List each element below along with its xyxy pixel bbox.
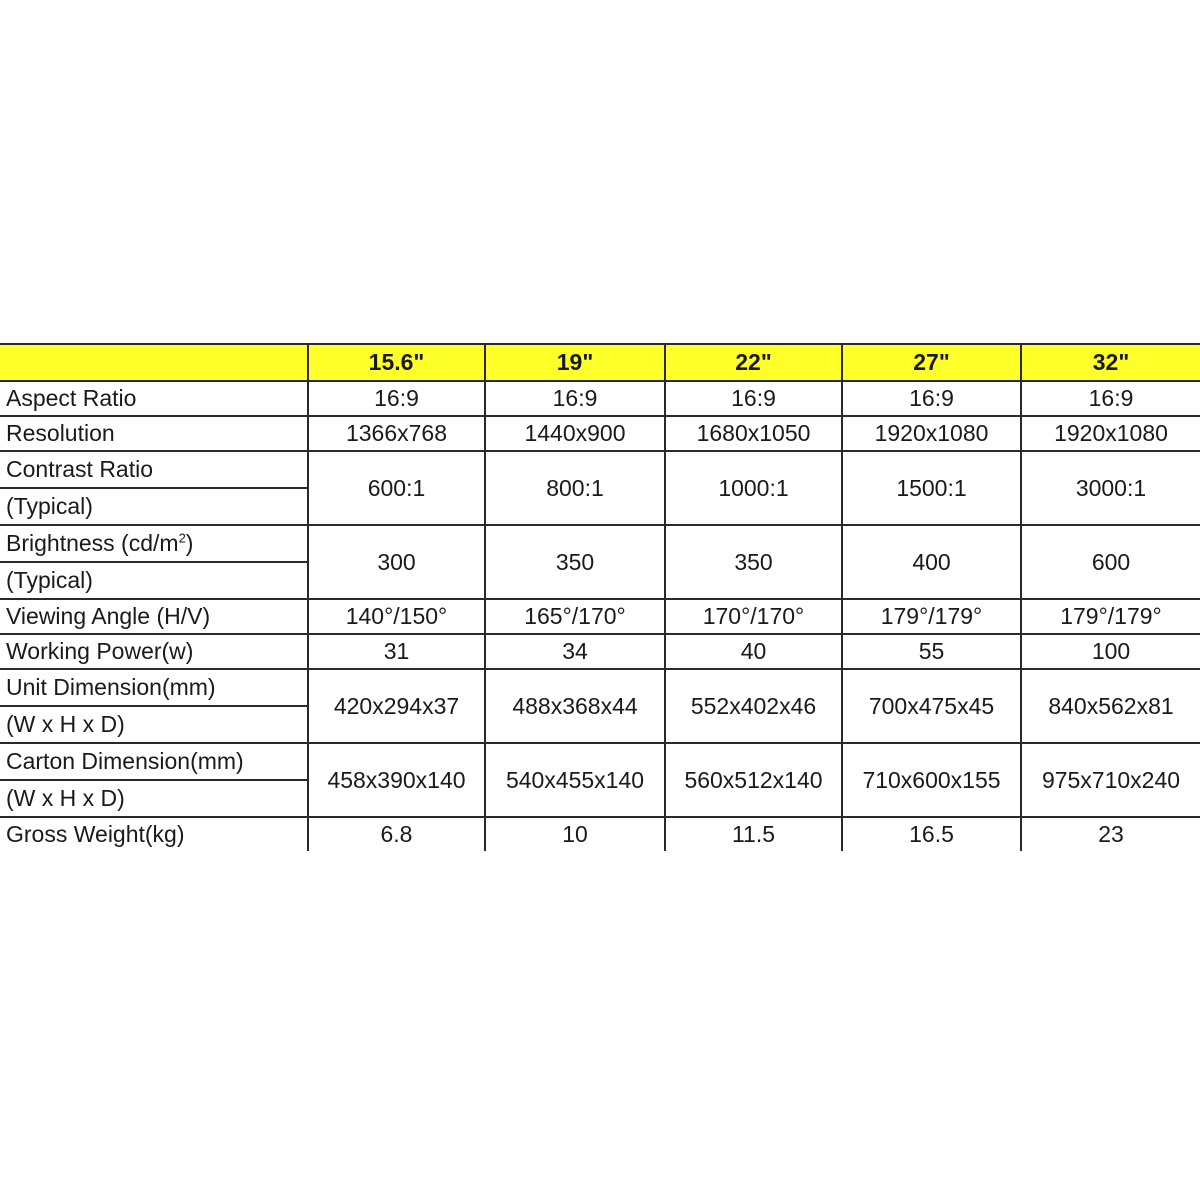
table-cell: 1920x1080 <box>1021 416 1200 451</box>
table-cell: 55 <box>842 634 1021 669</box>
row-label: Viewing Angle (H/V) <box>0 599 308 634</box>
table-cell: 975x710x240 <box>1021 743 1200 817</box>
table-cell: 488x368x44 <box>485 669 665 743</box>
table-cell: 23 <box>1021 817 1200 851</box>
row-label-line: Carton Dimension(mm) <box>0 744 308 781</box>
row-label-line: (W x H x D) <box>6 785 125 811</box>
unit-superscript: 2 <box>178 530 186 546</box>
row-label <box>0 669 308 743</box>
row-label: Aspect Ratio <box>0 381 308 416</box>
table-cell: 40 <box>665 634 842 669</box>
row-label-line: (W x H x D) <box>6 711 125 737</box>
row-label-line <box>0 526 308 563</box>
table-cell: 3000:1 <box>1021 451 1200 525</box>
table-cell: 540x455x140 <box>485 743 665 817</box>
table-cell: 165°/170° <box>485 599 665 634</box>
row-label-line: (Typical) <box>6 567 93 593</box>
row-label: Working Power(w) <box>0 634 308 669</box>
table-cell: 400 <box>842 525 1021 599</box>
table-cell: 1500:1 <box>842 451 1021 525</box>
table-cell: 6.8 <box>308 817 485 851</box>
row-label <box>0 743 308 817</box>
size-header-cell: 27" <box>842 344 1021 381</box>
table-cell: 300 <box>308 525 485 599</box>
monitor-spec-table <box>0 343 1200 851</box>
size-header-cell: 22" <box>665 344 842 381</box>
table-cell: 1366x768 <box>308 416 485 451</box>
table-cell: 34 <box>485 634 665 669</box>
table-cell: 170°/170° <box>665 599 842 634</box>
table-cell: 840x562x81 <box>1021 669 1200 743</box>
row-label-line: Unit Dimension(mm) <box>0 670 308 707</box>
table-row-resolution <box>0 416 1200 451</box>
table-cell: 552x402x46 <box>665 669 842 743</box>
table-cell: 1680x1050 <box>665 416 842 451</box>
table-cell: 16:9 <box>842 381 1021 416</box>
row-label-text: ) <box>185 530 194 556</box>
size-header-row <box>0 344 1200 381</box>
header-corner-cell <box>0 344 308 381</box>
table-cell: 600:1 <box>308 451 485 525</box>
table-cell: 420x294x37 <box>308 669 485 743</box>
table-cell: 350 <box>665 525 842 599</box>
row-label <box>0 525 308 599</box>
table-cell: 1920x1080 <box>842 416 1021 451</box>
row-label: Gross Weight(kg) <box>0 817 308 851</box>
table-cell: 1440x900 <box>485 416 665 451</box>
table-cell: 16.5 <box>842 817 1021 851</box>
table-row-viewing-angle <box>0 599 1200 634</box>
size-header-cell: 19" <box>485 344 665 381</box>
table-cell: 16:9 <box>665 381 842 416</box>
table-cell: 140°/150° <box>308 599 485 634</box>
table-cell: 600 <box>1021 525 1200 599</box>
table-row-brightness <box>0 525 1200 599</box>
table-cell: 16:9 <box>1021 381 1200 416</box>
table-cell: 560x512x140 <box>665 743 842 817</box>
table-cell: 16:9 <box>308 381 485 416</box>
row-label <box>0 451 308 525</box>
table-row-contrast-ratio <box>0 451 1200 525</box>
table-row-gross-weight <box>0 817 1200 851</box>
table-cell: 31 <box>308 634 485 669</box>
table-row-working-power <box>0 634 1200 669</box>
table-cell: 458x390x140 <box>308 743 485 817</box>
table-cell: 10 <box>485 817 665 851</box>
table-cell: 1000:1 <box>665 451 842 525</box>
row-label: Resolution <box>0 416 308 451</box>
table-cell: 179°/179° <box>842 599 1021 634</box>
table-cell: 11.5 <box>665 817 842 851</box>
row-label-text: Brightness (cd/m <box>6 530 179 556</box>
row-label-line: (Typical) <box>6 493 93 519</box>
table-cell: 350 <box>485 525 665 599</box>
table-cell: 710x600x155 <box>842 743 1021 817</box>
table-cell: 179°/179° <box>1021 599 1200 634</box>
row-label-line: Contrast Ratio <box>0 452 308 489</box>
table-cell: 16:9 <box>485 381 665 416</box>
table-cell: 800:1 <box>485 451 665 525</box>
table-cell: 100 <box>1021 634 1200 669</box>
table-row-unit-dimension <box>0 669 1200 743</box>
size-header-cell: 32" <box>1021 344 1200 381</box>
table-row-aspect-ratio <box>0 381 1200 416</box>
table-row-carton-dimension <box>0 743 1200 817</box>
table-cell: 700x475x45 <box>842 669 1021 743</box>
size-header-cell: 15.6" <box>308 344 485 381</box>
